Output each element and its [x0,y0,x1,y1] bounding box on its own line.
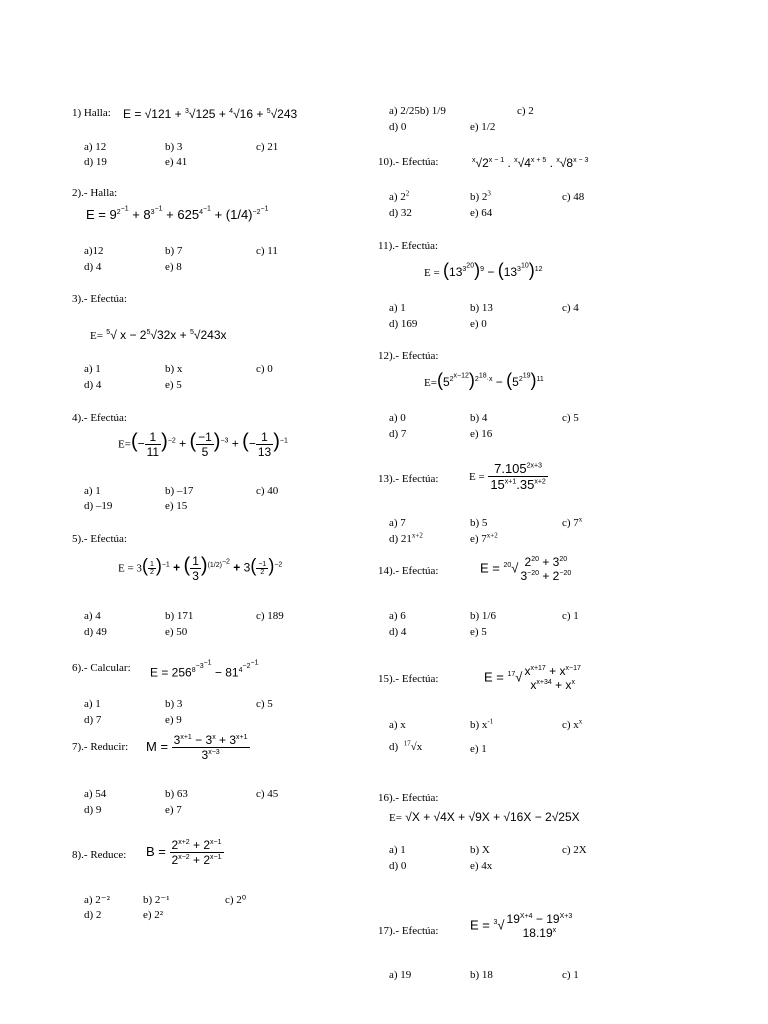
q12-option-b: b) 4 [470,412,488,424]
q11-option-e: e) 0 [470,318,487,330]
q12-expression: $E=(5^{2^{x-12}})^{2^{18}\cdot x} - (5^{2^{19}})^{11}$ [424,370,544,390]
q15-option-c: c) $x^x$ [562,717,583,731]
q5-option-e: e) 50 [165,626,188,638]
q2-expression: $E = 9^{2^{-1}} + 8^{3^{-1}} + 625^{4^{-1}} + (1/4)^{-2^{-1}}$ [86,205,269,222]
q6-option-b: b) 3 [165,698,183,710]
q10-option-e: e) 64 [470,207,493,219]
q10-option-c: c) 48 [562,191,585,203]
q17-option-a: a) 19 [389,969,412,981]
q5-option-a: a) 4 [84,610,101,622]
q6-option-c: c) 5 [256,698,273,710]
q2-option-a: a)12 [84,245,104,257]
q3-option-e: e) 5 [165,379,182,391]
q12-option-e: e) 16 [470,428,493,440]
q6-option-d: d) 7 [84,714,102,726]
q17-title: 17).- Efectúa: [378,925,439,937]
q16-option-e: e) 4x [470,860,493,872]
q4-option-c: c) 40 [256,485,279,497]
q5-title: 5).- Efectúa: [72,533,127,545]
q4-option-b: b) –17 [165,485,194,497]
q14-option-c: c) 1 [562,610,579,622]
q1-title: 1) Halla: [72,107,111,119]
q16-option-d: d) 0 [389,860,407,872]
q11-option-c: c) 4 [562,302,579,314]
q7-expression: M = $\frac{3^{x+1} - 3^x + 3^{x+1}}{3^{x-3}}$ [146,733,248,762]
q13-option-c: c) 7$^x$ [562,515,583,529]
q5-option-c: c) 189 [256,610,284,622]
q13-option-d: d) $21^{x+2}$ [389,531,423,545]
q7-option-c: c) 45 [256,788,279,800]
q14-option-d: d) 4 [389,626,407,638]
q11-option-d: d) 169 [389,318,418,330]
q4-expression: E=(− $\frac{1}{11}$ )$^{-2}$ + ( $\frac{-1}{5}$ )$^{-3}$ + (− $\frac{1}{13}$ )$^{-1}$ [118,430,288,459]
q17-option-b: b) 18 [470,969,493,981]
q13-option-b: b) 5 [470,517,488,529]
q13-option-a: a) 7 [389,517,406,529]
q14-option-e: e) 5 [470,626,487,638]
q2-title: 2).- Halla: [72,187,118,199]
q9-option-d: d) 0 [389,121,407,133]
q10-option-d: d) 32 [389,207,412,219]
q7-option-e: e) 7 [165,804,182,816]
q14-option-b: b) 1/6 [470,610,496,622]
q12-option-d: d) 7 [389,428,407,440]
q8-option-d: d) 2 [84,909,102,921]
q15-option-d: d) $^{17}$√x [389,739,423,753]
q8-option-c: c) 2⁰ [225,894,247,906]
q3-option-a: a) 1 [84,363,101,375]
q11-option-a: a) 1 [389,302,406,314]
q15-expression: E = $^{17}$√ $x^{x+17} + x^{x-17}$ $x^{x+34} + x^x$ [484,664,581,692]
q11-option-b: b) 13 [470,302,493,314]
q3-option-d: d) 4 [84,379,102,391]
q5-expression: E = 3( $\frac{1}{2}$ )$^{-1}$ + ( $\frac{1}{3}$ )$^{(1/2)^{-2}}$ + 3( $\frac{-1}{2}$ )$^{-2}$ [118,554,283,583]
q2-option-d: d) 4 [84,261,102,273]
q2-option-c: c) 11 [256,245,278,257]
q14-title: 14).- Efectúa: [378,565,439,577]
q3-option-c: c) 0 [256,363,273,375]
q1-option-b: b) 3 [165,141,183,153]
q11-expression: $E = (13^{3^{20}})^9 - (13^{3^{10}})^{12}$ [424,260,543,280]
q3-title: 3).- Efectúa: [72,293,127,305]
q13-title: 13).- Efectúa: [378,473,439,485]
q12-title: 12).- Efectúa: [378,350,439,362]
q4-option-d: d) –19 [84,500,113,512]
q9-option-c: c) 2 [517,105,534,117]
q17-option-c: c) 1 [562,969,579,981]
q1-option-d: d) 19 [84,156,107,168]
q16-option-c: c) 2X [562,844,587,856]
q2-option-b: b) 7 [165,245,183,257]
q9-option-ab: a) 2/25b) 1/9 [389,105,446,117]
q11-title: 11).- Efectúa: [378,240,439,252]
q1-option-e: e) 41 [165,156,188,168]
q7-title: 7).- Reducir: [72,741,129,753]
q8-option-b: b) 2⁻¹ [143,894,170,906]
q9-option-e: e) 1/2 [470,121,496,133]
q6-option-e: e) 9 [165,714,182,726]
q10-title: 10).- Efectúa: [378,156,439,168]
q3-expression: E= $^5$√ $x - 2^5√32x + ^5√243x$ [90,328,227,342]
q3-option-b: b) x [165,363,183,375]
q15-title: 15).- Efectúa: [378,673,439,685]
q16-title: 16).- Efectúa: [378,792,439,804]
q5-option-d: d) 49 [84,626,107,638]
q7-option-b: b) 63 [165,788,188,800]
q8-option-e: e) 2² [143,909,164,921]
q1-option-c: c) 21 [256,141,279,153]
q10-option-a: a) $2^2$ [389,189,410,203]
q15-option-a: a) x [389,719,406,731]
q17-expression: E = $^3$√ $19^{X+4} - 19^{X+3}$ 18.19$^x$ [470,912,573,940]
q12-option-a: a) 0 [389,412,406,424]
q4-option-a: a) 1 [84,485,101,497]
q15-option-e: e) 1 [470,743,487,755]
q13-option-e: e) $7^{x+2}$ [470,531,498,545]
q13-expression: E = $\frac{7.105^{2x+3}}{15^{x+1}.35^{x+2}}$ [469,461,546,492]
q8-option-a: a) 2⁻² [84,894,110,906]
q4-title: 4).- Efectúa: [72,412,127,424]
q4-option-e: e) 15 [165,500,188,512]
q12-option-c: c) 5 [562,412,579,424]
q1-option-a: a) 12 [84,141,107,153]
q16-option-a: a) 1 [389,844,406,856]
q16-option-b: b) X [470,844,490,856]
q15-option-b: b) $x^{-1}$ [470,717,494,731]
q7-option-d: d) 9 [84,804,102,816]
q2-option-e: e) 8 [165,261,182,273]
q1-expression: E = √121 + $^3$√125 + $^4$√16 + $^5$√243 [123,107,298,121]
q8-title: 8).- Reduce: [72,849,127,861]
q5-option-b: b) 171 [165,610,194,622]
q6-expression: $E = 256^{8^{-3^{-1}}} - 81^{4^{-2^{-1}}}$ [150,660,259,680]
q8-expression: B = $\frac{2^{x+2} + 2^{x-1}}{2^{x-2} + 2^{x-1}}$ [146,838,222,867]
q7-option-a: a) 54 [84,788,107,800]
q10-expression: $^x√2^{x - 1}$ . $^x√4^{x + 5}$ . $^x√8^{x - 3}$ [472,156,589,170]
q6-title: 6).- Calcular: [72,662,131,674]
q14-expression: E = $^{20}$√ $2^{20} + 3^{20}$ $3^{-20} + 2^{-20}$ [480,555,572,583]
q14-option-a: a) 6 [389,610,406,622]
q10-option-b: b) $2^3$ [470,189,491,203]
q6-option-a: a) 1 [84,698,101,710]
q16-expression: E= √X + √4X + √9X + √16X − 2√25X [389,810,580,824]
